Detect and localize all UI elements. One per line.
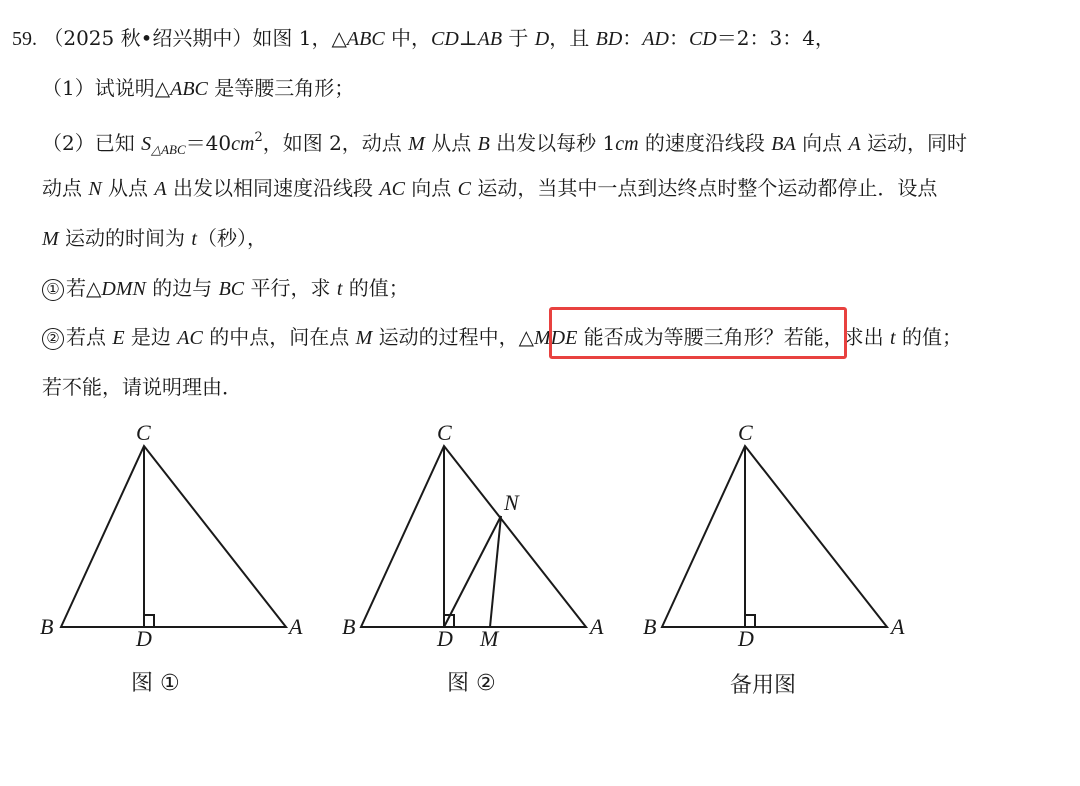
problem-line-3: （2）已知 $S_{\triangle ABC}=40cm^2$，如图 2，动点 M 从点 B 出发以每秒 1cm 的速度沿线段 BA 向点 A 运动，同时 [42,130,968,157]
problem-line-7: ② 若点 E 是边 AC 的中点，问在点 M 运动的过程中，△MDE 能否成为等腰三角形？若能，求出 t 的值； [42,323,962,352]
figure-3-triangle [662,446,887,627]
fig1-label-a: A [289,614,303,639]
fig2-label-b: B [342,614,356,639]
problem-line-6: ① 若△DMN 的边与 BC 平行，求 t 的值； [42,274,409,303]
figure-3-caption: 备用图 [730,673,797,698]
fig2-label-m: M [480,626,499,651]
figure-2-triangle [361,446,586,627]
fig3-label-a: A [891,614,905,639]
fig2-label-a: A [590,614,604,639]
problem-line-8: 若不能，请说明理由． [42,375,242,399]
fig2-label-c: C [437,420,452,445]
fig1-label-c: C [136,420,151,445]
figure-2-caption: 图 ② [447,671,496,696]
fig3-label-d: D [738,626,754,651]
problem-line-1: 59. （2025 秋•绍兴期中）如图 1，△ABC 中，CD⊥AB 于 D，且 BD：AD：CD＝2：3：4， [12,26,835,50]
problem-number: 59. [12,28,37,50]
problem-line-2: （1）试说明△ABC 是等腰三角形； [42,76,355,100]
fig2-label-n: N [504,490,519,515]
fig2-label-d: D [437,626,453,651]
problem-line-4: 动点 N 从点 A 出发以相同速度沿线段 AC 向点 C 运动，当其中一点到达终点时整个运动都停止．设点 [42,176,938,200]
figure-1-caption: 图 ① [131,671,180,696]
circled-2-glyph: ② [42,328,64,350]
problem-source: （2025 秋•绍兴期中） [43,26,253,50]
highlighted-phrase: △MDE 能否成为等腰三角形？ [518,325,784,349]
fig3-label-b: B [643,614,657,639]
figure-1-triangle [61,446,286,627]
circled-1-glyph: ① [42,279,64,301]
fig1-label-d: D [136,626,152,651]
fig1-label-b: B [40,614,54,639]
fig3-label-c: C [738,420,753,445]
problem-line-5: M 运动的时间为 t（秒）， [42,226,267,250]
